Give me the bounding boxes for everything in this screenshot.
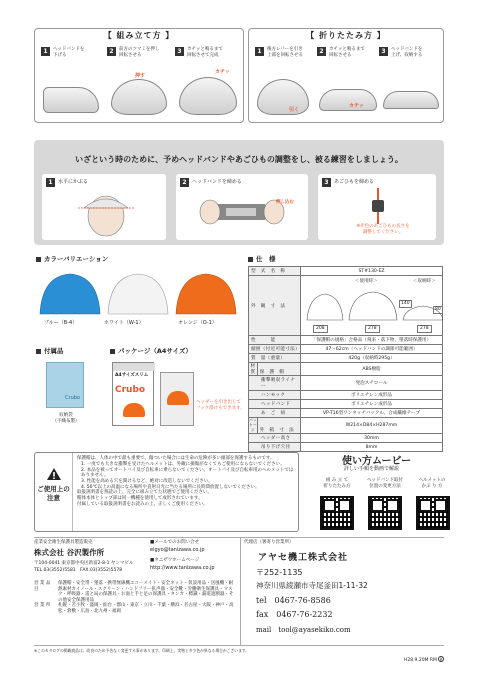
package-hook-note: ヘッダーを引き出して フック掛けもできます。 <box>196 400 245 411</box>
qr-code-headband[interactable] <box>368 496 402 530</box>
helmet-folded-illustration <box>383 91 439 109</box>
qr-label-wearing: ヘルメットの かぶ り 方 <box>418 478 446 489</box>
notice-body: 保護帽は、人体の中で最も重要で、傷ついた場合には生命の危険が多い頭部を保護するものです。 1. 一度でも大きな衝撃を受けたヘルメットは、外観に損傷がなくてもご使用にならないでください。 2. 本品を被ってオートバイ及び自転車に乗らないでください。オートバイ及び自転車用のヘルメットではありません。 3. 性能を高める穴を開けるなど、絶対に改造しないでください。 4. 50℃以上の高温になる場所や直射日光に当たる場所に長時間放置しないでください。 取扱説明書を熟読の上、完全に組み立てた状態でご使用ください。 帽体本体とトップ部は同一機種を使用して成形されています。 付属している取扱説明書をお読みの上、正しくご使用ください。 <box>77 456 294 507</box>
folding-step-1: 1 後方レバーを引き 上部を回転させる <box>255 47 264 56</box>
square-bullet-icon <box>248 257 253 262</box>
assembly-step-1: 1 ヘッドバンドを 下げる <box>41 47 50 56</box>
headband-tighten-illustration <box>196 190 296 236</box>
storage-bag-image: Crubo <box>46 362 84 408</box>
maker-address: 〒104-0041 東京都中央区新富2-8-1 ヤンマビル <box>34 561 134 566</box>
notice-title: ご使用上の 注意 <box>37 485 70 503</box>
dimension-drawings: ＜使用時＞ ＜収納時＞ 208 278 140 278 80 <box>301 276 443 336</box>
table-row: ハンモック ポリエチレン成形品 <box>249 391 443 400</box>
adjust-headline: いざという時のために、予めヘッドバンドやあごひもの調整をし、被る練習をしましょう。 <box>75 155 403 164</box>
accessories-heading: 付属品 <box>36 346 64 355</box>
table-row: あ ご 紐 VP-T16型ワンタッチバックル、合成繊維テープ <box>249 409 443 418</box>
dealer-mail[interactable]: mail tool@ayasekiko.com <box>256 626 351 634</box>
table-row: 質 量（重量） 420g（収納時295g） <box>249 354 443 363</box>
helmet-blue <box>40 274 100 314</box>
spec-table <box>248 266 443 452</box>
pull-callout: 引く <box>289 107 300 113</box>
helmet-half-illustration <box>111 79 167 115</box>
movie-title: 使い方ムービー <box>342 456 412 467</box>
table-row: 材質 保 護 帽 ABS樹脂 <box>249 363 443 376</box>
helmet-orange-thumb <box>123 403 145 417</box>
table-row: 衝撃吸収ライナー 発泡スチロール <box>249 376 443 391</box>
folding-step-2: 2 カチッと鳴るまで 回転させる <box>317 47 326 56</box>
warning-icon <box>46 467 62 481</box>
color-label-orange: オレンジ（O-1） <box>178 320 217 326</box>
storage-bag-label: 収納袋 （不織布製） <box>52 413 80 424</box>
table-row: パッケージ 外 箱 寸 法 W214×D84×H287mm <box>249 418 443 434</box>
circled-k-icon: K <box>440 657 443 662</box>
table-row: ヘッダー高さ 30mm <box>249 434 443 443</box>
chinstrap-buckle-illustration <box>364 188 392 224</box>
maker-tel: TEL.03(3552)5581 FAX.03(3552)5578 <box>34 568 123 573</box>
assembly-title: 【 組み立て方 】 <box>103 31 175 40</box>
movie-subtitle: 詳しい手順を動画で解説 <box>344 466 400 472</box>
push-callout: 押す <box>135 73 146 79</box>
helmet-white <box>108 274 168 314</box>
table-row: 型 式 名 称 ST#130-EZ <box>249 267 443 276</box>
square-bullet-icon <box>36 349 41 354</box>
branches-list: 札幌・苫小牧・盛岡・仙台・郡山・東京・立川・千葉・横浜・名古屋・大阪・神戸・高松・倉敷・広島・北九州・福岡 <box>58 603 234 614</box>
qr-label-headband: ヘッドバンド取付 位置の変更方法 <box>367 478 403 489</box>
package-box-front: A4サイズスリム Crubo <box>112 362 154 426</box>
usage-notice <box>34 452 299 532</box>
push-in-callout: 押し込む <box>276 200 294 205</box>
maker-name: 株式会社 谷沢製作所 <box>34 548 105 557</box>
table-row: 頭囲（付近可能寸法） 47～62cm（ヘッドバンドの調節可能範囲） <box>249 345 443 354</box>
helmet-complete-illustration <box>179 77 237 115</box>
folding-step-3: 3 ヘッドバンドを 上げ、収納する <box>379 47 388 56</box>
maker-mail-link[interactable]: eigyo@tanizawa.co.jp <box>150 547 205 553</box>
products-label: 営 業 品 目 <box>34 581 51 592</box>
footer-code: H28.9.20M RM K <box>404 657 443 663</box>
helmet-open-illustration <box>43 87 99 113</box>
adjust-step-3: 3 あごひもを締める ※赤色のあごひもの長さを 調整してください。 <box>318 174 436 240</box>
table-row: 性 能 「保護帽の規格」合格品（飛来・落下物、墜落時保護用） <box>249 336 443 345</box>
branches-label: 営 業 所 <box>34 603 51 608</box>
adjust-section <box>34 140 444 245</box>
mail-label: ■メールでのお問い合せ <box>150 540 200 545</box>
divider <box>34 645 444 646</box>
package-heading: パッケージ（A4サイズ） <box>110 346 192 355</box>
dealer-label: 代理店（署寄り営業所） <box>244 540 294 545</box>
adjust-step-2: 2 ヘッドバンドを締める 押し込む <box>176 174 308 240</box>
color-label-white: ホワイト（W-1） <box>104 320 144 326</box>
dealer-name: アヤセ機工株式会社 <box>258 553 349 563</box>
package-box-side <box>160 372 194 426</box>
head-level-illustration <box>78 188 134 238</box>
adjust-step-1: 1 水平にかぶる <box>42 174 166 240</box>
table-row: 外 観 寸 法 ＜使用時＞ ＜収納時＞ 208 278 140 278 80 <box>249 276 443 336</box>
assembly-step-3: 3 カチッと鳴るまで 回転させて完成 <box>175 47 184 56</box>
dealer-address: 神奈川県綾瀬市寺尾釜田1-11-32 <box>256 581 368 590</box>
divider <box>240 537 241 645</box>
qr-code-wearing[interactable] <box>416 496 450 530</box>
square-bullet-icon <box>110 349 115 354</box>
table-row: ヘッドバンド ポリエチレン成形品 <box>249 400 443 409</box>
helmet-rear-lever-illustration <box>257 79 309 115</box>
web-label: ■タニザワホームページ <box>150 558 200 563</box>
qr-code-assembly[interactable] <box>320 496 354 530</box>
maker-web-link[interactable]: http://www.tanizawa.co.jp <box>150 565 215 571</box>
spec-heading: 仕 様 <box>248 254 276 263</box>
click-callout-fold: カチッ <box>349 103 364 109</box>
click-callout: カチッ <box>215 69 230 75</box>
assembly-step-2: 2 前方のツマミを押し 回転させる <box>107 47 116 56</box>
helmet-rotate-illustration <box>319 89 377 111</box>
divider <box>34 537 444 538</box>
folding-title: 【 折りたたみ方 】 <box>306 31 386 40</box>
square-bullet-icon <box>36 257 41 262</box>
color-variation-heading: カラーバリエーション <box>36 254 108 263</box>
folding-panel <box>248 28 444 123</box>
helmet-orange <box>176 274 236 314</box>
maker-org: 産業安全衛生保護具製造販売 <box>34 540 93 545</box>
dealer-zip: 〒252-1135 <box>256 568 303 577</box>
dealer-fax: fax 0467-76-2232 <box>256 610 333 619</box>
footer-note: ※このカタログの掲載商品は、改良のため予告なく変更する事があります。印刷上、実物と多少色が異なる場合がございます。 <box>34 648 250 653</box>
dealer-tel: tel 0467-76-8586 <box>256 596 331 605</box>
color-helmets <box>36 266 242 326</box>
assembly-panel <box>34 28 244 123</box>
table-row: 吊り下げ穴径 8mm <box>249 443 443 452</box>
qr-label-assembly: 組 み 立 て 折りたたみ方 <box>323 478 351 489</box>
products-list: 保護帽・安全帯・墜落・携帯無線機エコーメイト・安全ネット・仮設用品・送風機・耐熱素材カイノール・スクリーン・ハンドフリー拡声器・安全靴・労働衛生保護具・マスク・呼吸器・雷と局の保護具・お面と手と足の保護具・タンカ・標識・漏電遮断器・その他安全保護用品 <box>58 581 234 603</box>
color-label-blue: ブルー（B-4） <box>44 320 78 326</box>
